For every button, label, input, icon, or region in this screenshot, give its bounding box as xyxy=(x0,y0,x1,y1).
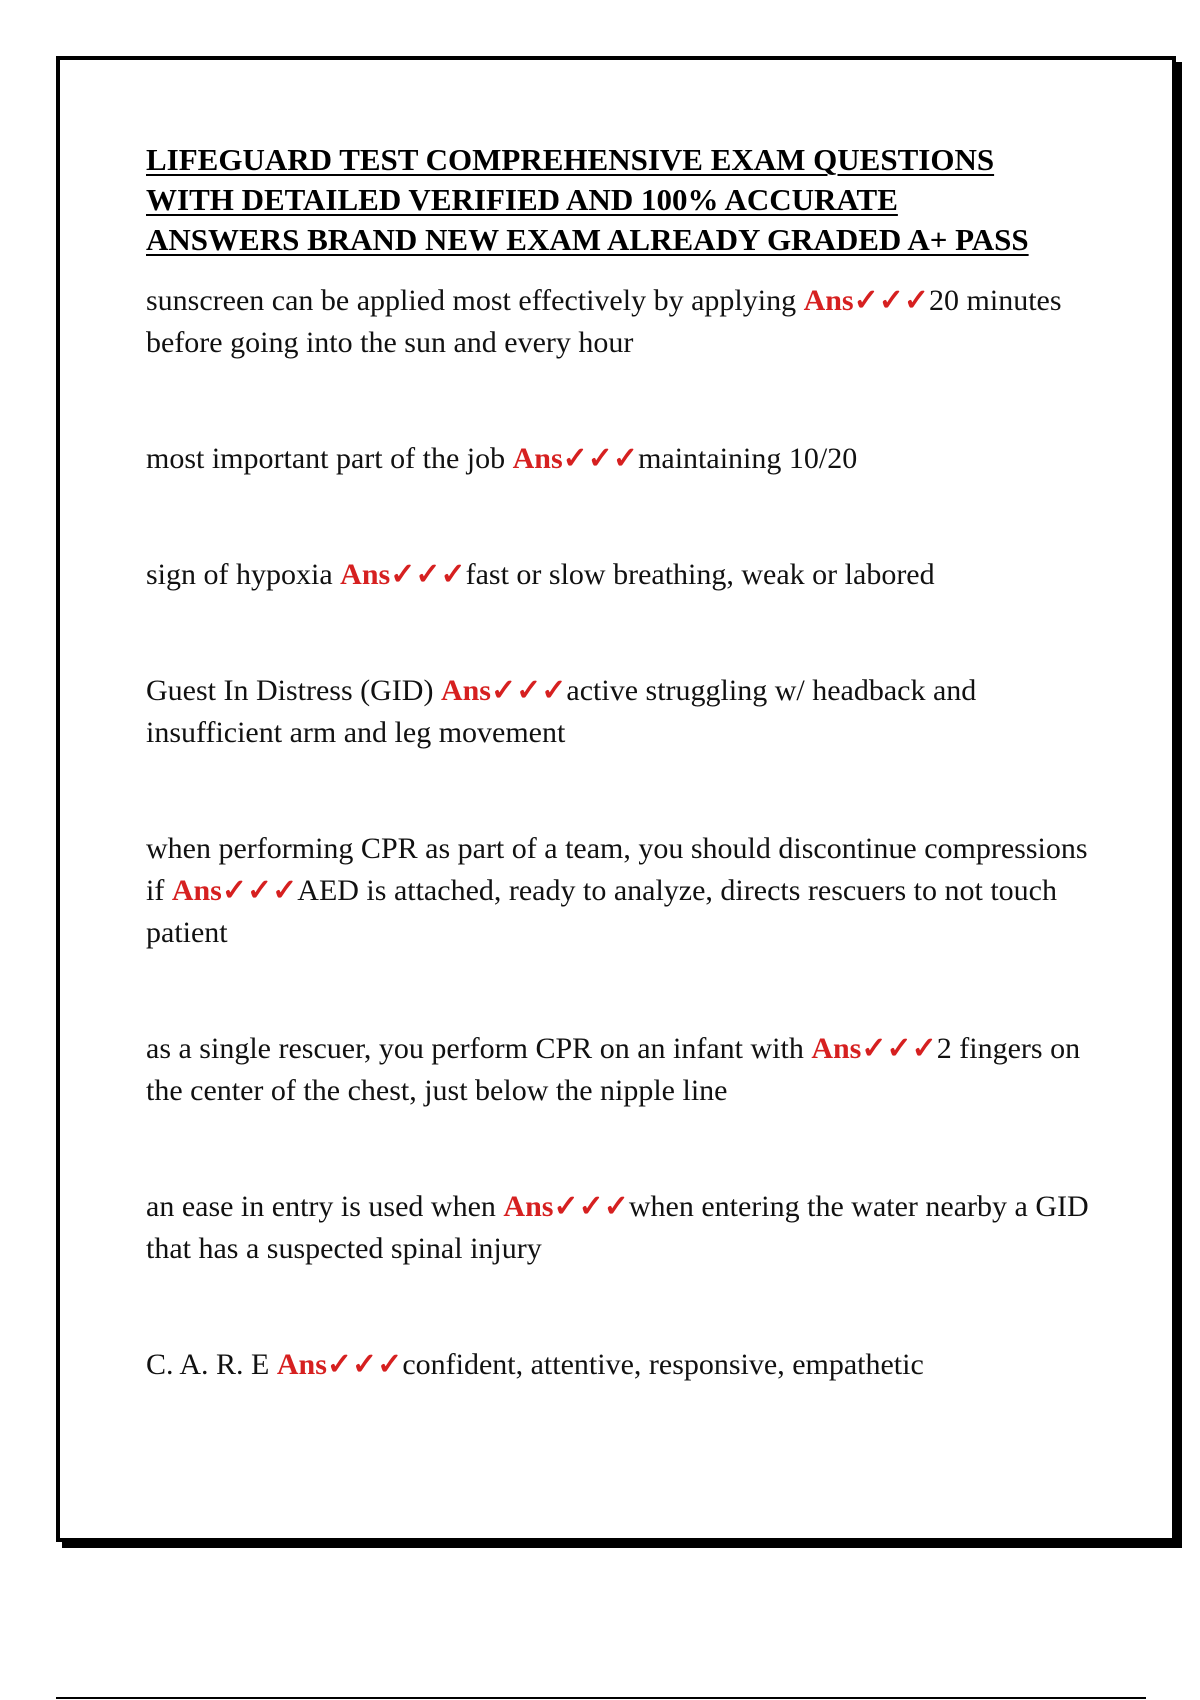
answer-text: maintaining 10/20 xyxy=(638,442,858,475)
qa-item-6 xyxy=(146,1028,1106,1112)
answer-text: AED is attached, ready to analyze, directs rescuers to not touch patient xyxy=(146,874,1057,949)
title-line-2: WITH DETAILED VERIFIED AND 100% ACCURATE xyxy=(146,182,898,217)
answer-text: fast or slow breathing, weak or labored xyxy=(465,558,935,591)
question-text: an ease in entry is used when xyxy=(146,1190,504,1223)
check-marks-icon: ✓✓✓ xyxy=(853,284,930,317)
answer-text: 2 fingers on the center of the chest, just below the nipple line xyxy=(146,1032,1081,1107)
check-marks-icon: ✓✓✓ xyxy=(490,674,567,707)
qa-item-3 xyxy=(146,554,1106,596)
check-marks-icon: ✓✓✓ xyxy=(553,1190,629,1223)
question-text: sunscreen can be applied most effectively by applying xyxy=(146,284,804,317)
document-title xyxy=(146,140,1106,260)
document-body xyxy=(146,140,1106,1386)
check-marks-icon: ✓✓✓ xyxy=(390,558,466,591)
answer-marker: Ans xyxy=(803,284,854,317)
qa-item-4 xyxy=(146,670,1106,754)
check-marks-icon: ✓✓✓ xyxy=(861,1032,937,1065)
question-text: as a single rescuer, you perform CPR on an infant with xyxy=(146,1032,812,1065)
answer-text: confident, attentive, responsive, empathetic xyxy=(402,1348,924,1381)
answer-text: when entering the water nearby a GID that has a suspected spinal injury xyxy=(146,1190,1089,1265)
qa-item-5 xyxy=(146,828,1106,954)
check-marks-icon: ✓✓✓ xyxy=(221,874,298,907)
answer-marker: Ans xyxy=(512,442,563,475)
answer-text: active struggling w/ headback and insufficient arm and leg movement xyxy=(146,674,977,749)
footer-divider xyxy=(56,1697,1146,1699)
qa-item-7 xyxy=(146,1186,1106,1270)
qa-item-1 xyxy=(146,280,1106,364)
answer-marker: Ans xyxy=(811,1032,862,1065)
answer-marker: Ans xyxy=(340,558,391,591)
question-text: when performing CPR as part of a team, you should discontinue compressions if xyxy=(146,832,1088,907)
title-line-1: LIFEGUARD TEST COMPREHENSIVE EXAM QUESTIONS xyxy=(146,142,995,177)
answer-text: 20 minutes before going into the sun and every hour xyxy=(146,284,1062,359)
qa-item-2 xyxy=(146,438,1106,480)
question-text: C. A. R. E xyxy=(146,1348,277,1381)
qa-item-8 xyxy=(146,1344,1106,1386)
check-marks-icon: ✓✓✓ xyxy=(562,442,639,475)
check-marks-icon: ✓✓✓ xyxy=(326,1348,403,1381)
answer-marker: Ans xyxy=(171,874,222,907)
answer-marker: Ans xyxy=(276,1348,327,1381)
question-text: most important part of the job xyxy=(146,442,513,475)
answer-marker: Ans xyxy=(503,1190,554,1223)
question-text: Guest In Distress (GID) xyxy=(146,674,441,707)
question-text: sign of hypoxia xyxy=(146,558,341,591)
answer-marker: Ans xyxy=(440,674,491,707)
title-line-3: ANSWERS BRAND NEW EXAM ALREADY GRADED A+ PASS xyxy=(146,222,1029,257)
